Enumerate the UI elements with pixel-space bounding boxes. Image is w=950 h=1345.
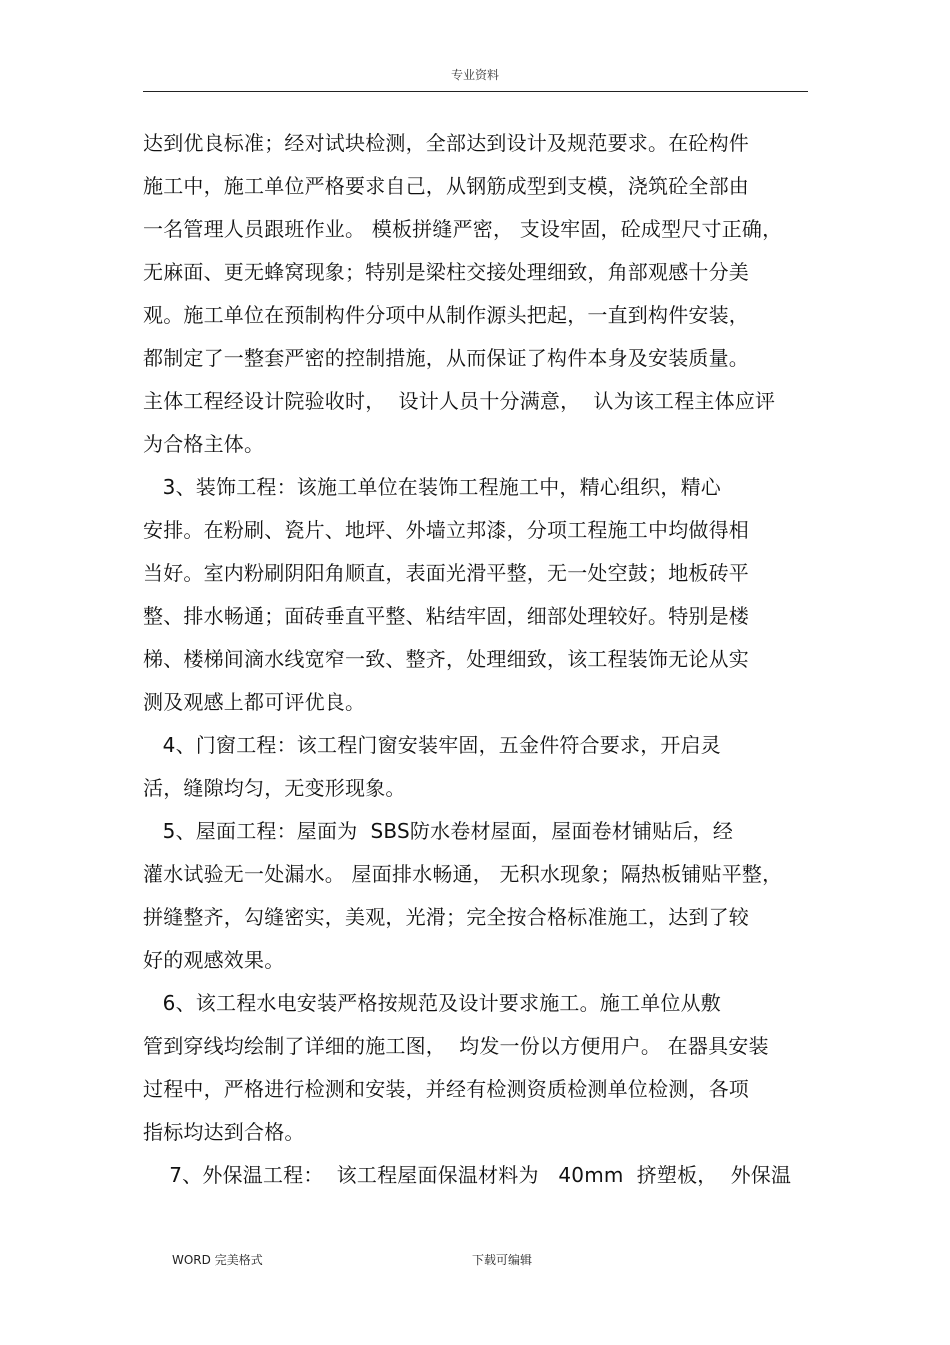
text-line: 灌水试验无一处漏水。 屋面排水畅通， 无积水现象；隔热板铺贴平整， [143,862,783,886]
text-line: 无麻面、更无蜂窝现象；特别是梁柱交接处理细致，角部观感十分美 [143,260,749,284]
text-line: 测及观感上都可评优良。 [143,690,366,714]
text-line: 管到穿线均绘制了详细的施工图， 均发一份以方便用户。 在器具安装 [143,1034,769,1058]
text-line: 6、该工程水电安装严格按规范及设计要求施工。施工单位从敷 [143,991,721,1015]
text-line: 7、外保温工程： 该工程屋面保温材料为 40mm 挤塑板， 外保温 [143,1163,792,1187]
footer-right-label: 下载可编辑 [472,1253,533,1267]
text-line: 指标均达到合格。 [143,1120,305,1144]
document-body [143,122,815,1197]
header-divider [143,91,808,92]
text-line: 当好。室内粉刷阴阳角顺直，表面光滑平整，无一处空鼓；地板砖平 [143,561,749,585]
text-line: 过程中，严格进行检测和安装，并经有检测资质检测单位检测，各项 [143,1077,749,1101]
text-line: 拼缝整齐，勾缝密实，美观，光滑；完全按合格标准施工，达到了较 [143,905,749,929]
footer-left-label: WORD 完美格式 [172,1253,263,1267]
text-line: 为合格主体。 [143,432,265,456]
page-header: 专业资料 [450,68,499,82]
text-line: 5、屋面工程：屋面为 SBS防水卷材屋面，屋面卷材铺贴后，经 [143,819,734,843]
text-line: 整、排水畅通；面砖垂直平整、粘结牢固，细部处理较好。特别是楼 [143,604,749,628]
text-line: 一名管理人员跟班作业。 模板拼缝严密， 支设牢固，砼成型尺寸正确， [143,217,783,241]
text-line: 3、装饰工程：该施工单位在装饰工程施工中，精心组织，精心 [143,475,721,499]
text-line: 都制定了一整套严密的控制措施，从而保证了构件本身及安装质量。 [143,346,749,370]
text-line: 达到优良标准；经对试块检测，全部达到设计及规范要求。在砼构件 [143,131,749,155]
text-line: 施工中，施工单位严格要求自己，从钢筋成型到支模，浇筑砼全部由 [143,174,749,198]
text-line: 安排。在粉刷、瓷片、地坪、外墙立邦漆，分项工程施工中均做得相 [143,518,749,542]
text-line: 观。施工单位在预制构件分项中从制作源头把起，一直到构件安装， [143,303,749,327]
text-line: 好的观感效果。 [143,948,285,972]
text-line: 梯、楼梯间滴水线宽窄一致、整齐，处理细致，该工程装饰无论从实 [143,647,749,671]
text-line: 4、门窗工程：该工程门窗安装牢固，五金件符合要求，开启灵 [143,733,721,757]
text-line: 主体工程经设计院验收时， 设计人员十分满意， 认为该工程主体应评 [143,389,776,413]
text-line: 活，缝隙均匀，无变形现象。 [143,776,406,800]
